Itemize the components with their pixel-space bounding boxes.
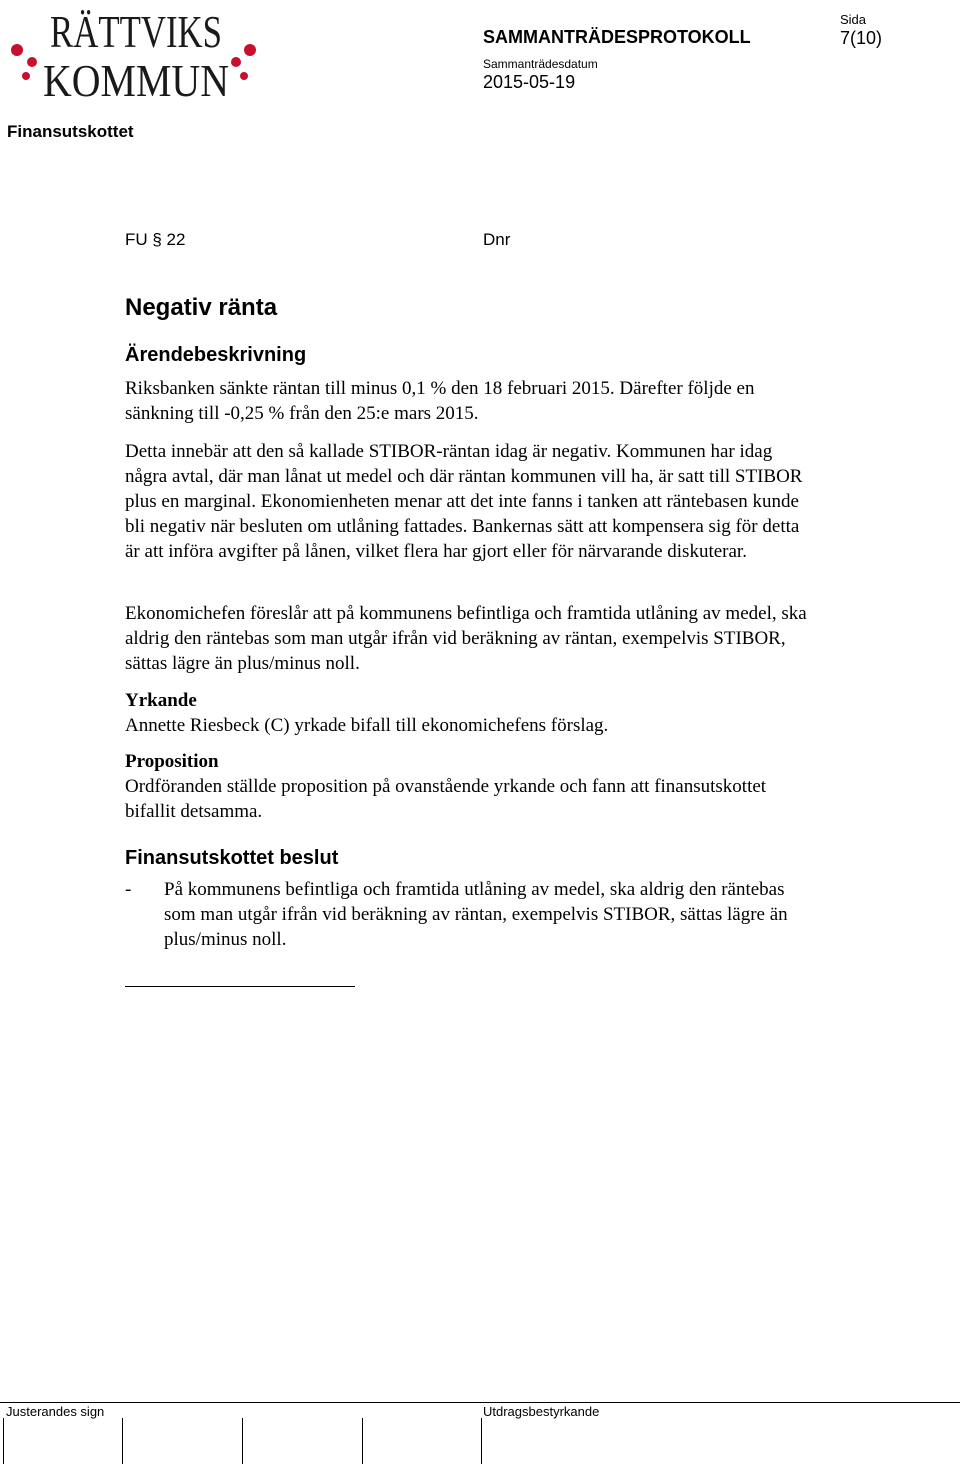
case-number: FU § 22: [125, 230, 186, 249]
utdragsbestyrkande-label: Utdragsbestyrkande: [483, 1404, 600, 1419]
meeting-date: 2015-05-19: [483, 72, 576, 92]
decision-heading: Finansutskottet beslut: [125, 847, 339, 869]
description-paragraph-1: Riksbanken sänkte räntan till minus 0,1 % den 18 februari 2015. Därefter följde en sänkning till -0,25 % från den 25:e mars 2015.: [125, 378, 755, 424]
committee-name: Finansutskottet: [7, 122, 134, 141]
justerandes-sign-label: Justerandes sign: [6, 1404, 105, 1419]
proposition-heading: Proposition: [125, 751, 219, 772]
item-title: Negativ ränta: [125, 294, 278, 321]
footer-divider: [0, 1402, 960, 1403]
proposition-text: Ordföranden ställde proposition på ovanstående yrkande och fann att finansutskottet bifallit detsamma.: [125, 776, 767, 822]
logo-text-line2: KOMMUN: [43, 55, 229, 104]
dnr-label: Dnr: [483, 230, 511, 249]
signature-box-divider: [242, 1418, 243, 1464]
list-dash: -: [125, 879, 132, 900]
municipality-logo: [4, 4, 269, 104]
description-paragraph-2: Detta innebär att den så kallade STIBOR-räntan idag är negativ. Kommunen har idag några avtal, där man lånat ut medel och där räntan kommunen vill ha, är satt till STIBOR plus en marginal. Ekonomienheten menar att det inte fanns i tanken att räntebasen kunde bli negativ när besluten om utlåning fattades. Bankernas sätt att kompensera sig för detta är att införa avgifter på lånen, vilket flera har gjort eller för närvarande diskuterar.: [125, 441, 803, 562]
document-title: SAMMANTRÄDESPROTOKOLL: [483, 27, 751, 47]
description-paragraph-3: Ekonomichefen föreslår att på kommunens befintliga och framtida utlåning av medel, ska aldrig den räntebas som man utgår ifrån vid beräkning av räntan, exempelvis STIBOR, sättas lägre än plus/minus noll.: [125, 603, 807, 674]
signature-box-divider: [481, 1418, 482, 1464]
signature-box-divider: [122, 1418, 123, 1464]
page-label: Sida: [840, 12, 867, 27]
decision-text: På kommunens befintliga och framtida utlåning av medel, ska aldrig den räntebas som man utgår ifrån vid beräkning av räntan, exempelvis STIBOR, sättas lägre än plus/minus noll.: [164, 879, 788, 950]
meeting-date-label: Sammanträdesdatum: [483, 57, 598, 71]
yrkande-heading: Yrkande: [125, 690, 197, 711]
yrkande-text: Annette Riesbeck (C) yrkade bifall till ekonomichefens förslag.: [125, 715, 609, 736]
logo-text-line1: RÄTTVIKS: [50, 6, 222, 57]
signature-line: [125, 986, 355, 987]
section-heading-description: Ärendebeskrivning: [125, 344, 307, 366]
page-number: 7(10): [840, 28, 883, 48]
signature-box-divider: [3, 1418, 4, 1464]
signature-box-divider: [362, 1418, 363, 1464]
